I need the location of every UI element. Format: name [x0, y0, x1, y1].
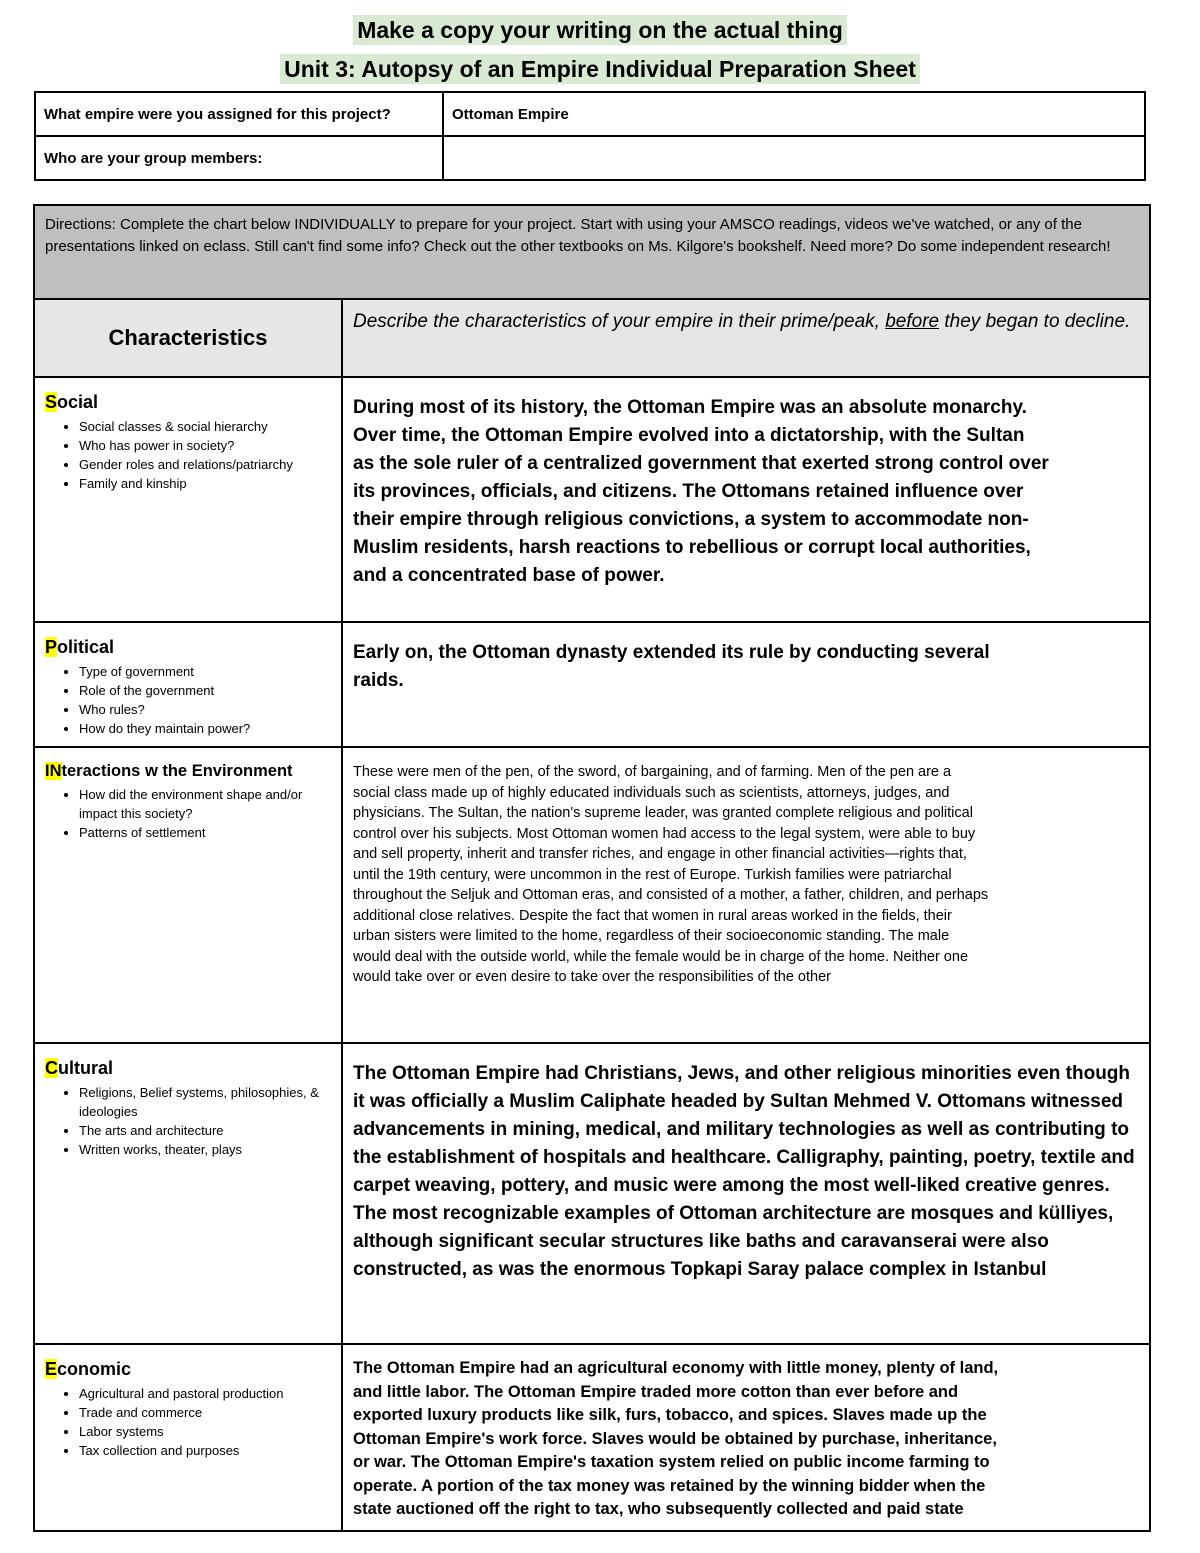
- list-item: • Patterns of settlement: [79, 823, 331, 842]
- list-item: • Type of government: [79, 662, 331, 681]
- characteristics-table: [33, 204, 1151, 1532]
- doc-note: Make a copy your writing on the actual thing: [0, 17, 1200, 44]
- social-category: [34, 377, 342, 622]
- table-row: [34, 622, 1150, 747]
- list-item: • Written works, theater, plays: [79, 1140, 331, 1159]
- bullet-list: [45, 785, 331, 842]
- list-item: • Role of the government: [79, 681, 331, 700]
- group-question: Who are your group members:: [35, 136, 443, 180]
- cultural-category: [34, 1043, 342, 1344]
- bullet-list: [45, 1384, 331, 1460]
- category-title: Cultural: [45, 1058, 114, 1078]
- category-title: INteractions w the Environment: [45, 762, 293, 780]
- group-answer[interactable]: [443, 136, 1145, 180]
- table-row: [34, 1344, 1150, 1531]
- cultural-answer[interactable]: The Ottoman Empire had Christians, Jews, and other religious minorities even though it was officially a Muslim Caliphate headed by Sultan Mehmed V. Ottomans witnessed advancements in mining, medical, and military technologies as well as contributing to the establishment of hospitals and healthcare. Calligraphy, painting, poetry, textile and carpet weaving, pottery, and music were among the most well-liked creative genres. The most recognizable examples of Ottoman architecture are mosques and külliyes, although significant secular structures like baths and caravanserai were also constructed, as was the enormous Topkapi Saray palace complex in Istanbul: [342, 1043, 1150, 1344]
- bullet-list: [45, 1083, 331, 1159]
- list-item: • The arts and architecture: [79, 1121, 331, 1140]
- doc-title: Unit 3: Autopsy of an Empire Individual Preparation Sheet: [0, 56, 1200, 83]
- table-row: [34, 747, 1150, 1043]
- empire-answer[interactable]: Ottoman Empire: [443, 92, 1145, 136]
- category-title: Social: [45, 392, 99, 412]
- table-row: [34, 1043, 1150, 1344]
- social-answer[interactable]: During most of its history, the Ottoman Empire was an absolute monarchy. Over time, the Ottoman Empire evolved into a dictatorship, with the Sultan as the sole ruler of a centralized government that exerted strong control over its provinces, officials, and citizens. The Ottomans retained influence over their empire through religious convictions, a system to accommodate non-Muslim residents, harsh reactions to rebellious or corrupt local authorities, and a concentrated base of power.: [342, 377, 1150, 622]
- table-row: [34, 377, 1150, 622]
- bullet-list: [45, 417, 331, 493]
- table-row: [35, 136, 1145, 180]
- list-item: • Who rules?: [79, 700, 331, 719]
- assignment-table: [34, 91, 1146, 181]
- category-title: Political: [45, 637, 115, 657]
- header-row: [34, 299, 1150, 377]
- political-category: [34, 622, 342, 747]
- table-row: [35, 92, 1145, 136]
- list-item: • Labor systems: [79, 1422, 331, 1441]
- economic-answer[interactable]: The Ottoman Empire had an agricultural economy with little money, plenty of land, and little labor. The Ottoman Empire traded more cotton than ever before and exported luxury products like silk, furs, tobacco, and spices. Slaves made up the Ottoman Empire's work force. Slaves would be obtained by purchase, inheritance, or war. The Ottoman Empire's taxation system relied on public income farming to operate. A portion of the tax money was retained by the winning bidder when the state auctioned off the right to tax, who subsequently collected and paid state: [342, 1344, 1150, 1531]
- list-item: • Family and kinship: [79, 474, 331, 493]
- political-answer[interactable]: Early on, the Ottoman dynasty extended its rule by conducting several raids.: [342, 622, 1150, 747]
- economic-category: [34, 1344, 342, 1531]
- list-item: • Gender roles and relations/patriarchy: [79, 455, 331, 474]
- category-title: Economic: [45, 1359, 132, 1379]
- list-item: • Who has power in society?: [79, 436, 331, 455]
- list-item: • Social classes & social hierarchy: [79, 417, 331, 436]
- directions-text: Directions: Complete the chart below INDIVIDUALLY to prepare for your project. Start with using your AMSCO readings, videos we've watched, or any of the presentations linked on eclass. Still can't find some info? Check out the other textbooks on Ms. Kilgore's bookshelf. Need more? Do some independent research!: [34, 205, 1150, 299]
- empire-question: What empire were you assigned for this project?: [35, 92, 443, 136]
- list-item: • Trade and commerce: [79, 1403, 331, 1422]
- environment-answer[interactable]: These were men of the pen, of the sword, of bargaining, and of farming. Men of the pen are a social class made up of highly educated individuals such as scientists, attorneys, judges, and physicians. The Sultan, the nation's supreme leader, was granted complete religious and political control over his subjects. Most Ottoman women had access to the legal system, were able to buy and sell property, inherit and transfer riches, and engage in other financial activities—rights that, until the 19th century, were uncommon in the rest of Europe. Turkish families were patriarchal throughout the Seljuk and Ottoman eras, and consisted of a mother, a father, children, and perhaps additional close relatives. Despite the fact that women in rural areas worked in the fields, their urban sisters were limited to the home, regardless of their socioeconomic standing. The male would deal with the outside world, while the female would be in charge of the home. Neither one would take over or even desire to take over the responsibilities of the other: [342, 747, 1150, 1043]
- list-item: • How did the environment shape and/or impact this society?: [79, 785, 331, 823]
- list-item: • Tax collection and purposes: [79, 1441, 331, 1460]
- list-item: • How do they maintain power?: [79, 719, 331, 738]
- bullet-list: [45, 662, 331, 738]
- environment-category: [34, 747, 342, 1043]
- characteristics-header: Characteristics: [34, 299, 342, 377]
- describe-header: Describe the characteristics of your empire in their prime/peak, before they began to decline.: [342, 299, 1150, 377]
- list-item: • Religions, Belief systems, philosophies, & ideologies: [79, 1083, 331, 1121]
- list-item: • Agricultural and pastoral production: [79, 1384, 331, 1403]
- directions-row: [34, 205, 1150, 299]
